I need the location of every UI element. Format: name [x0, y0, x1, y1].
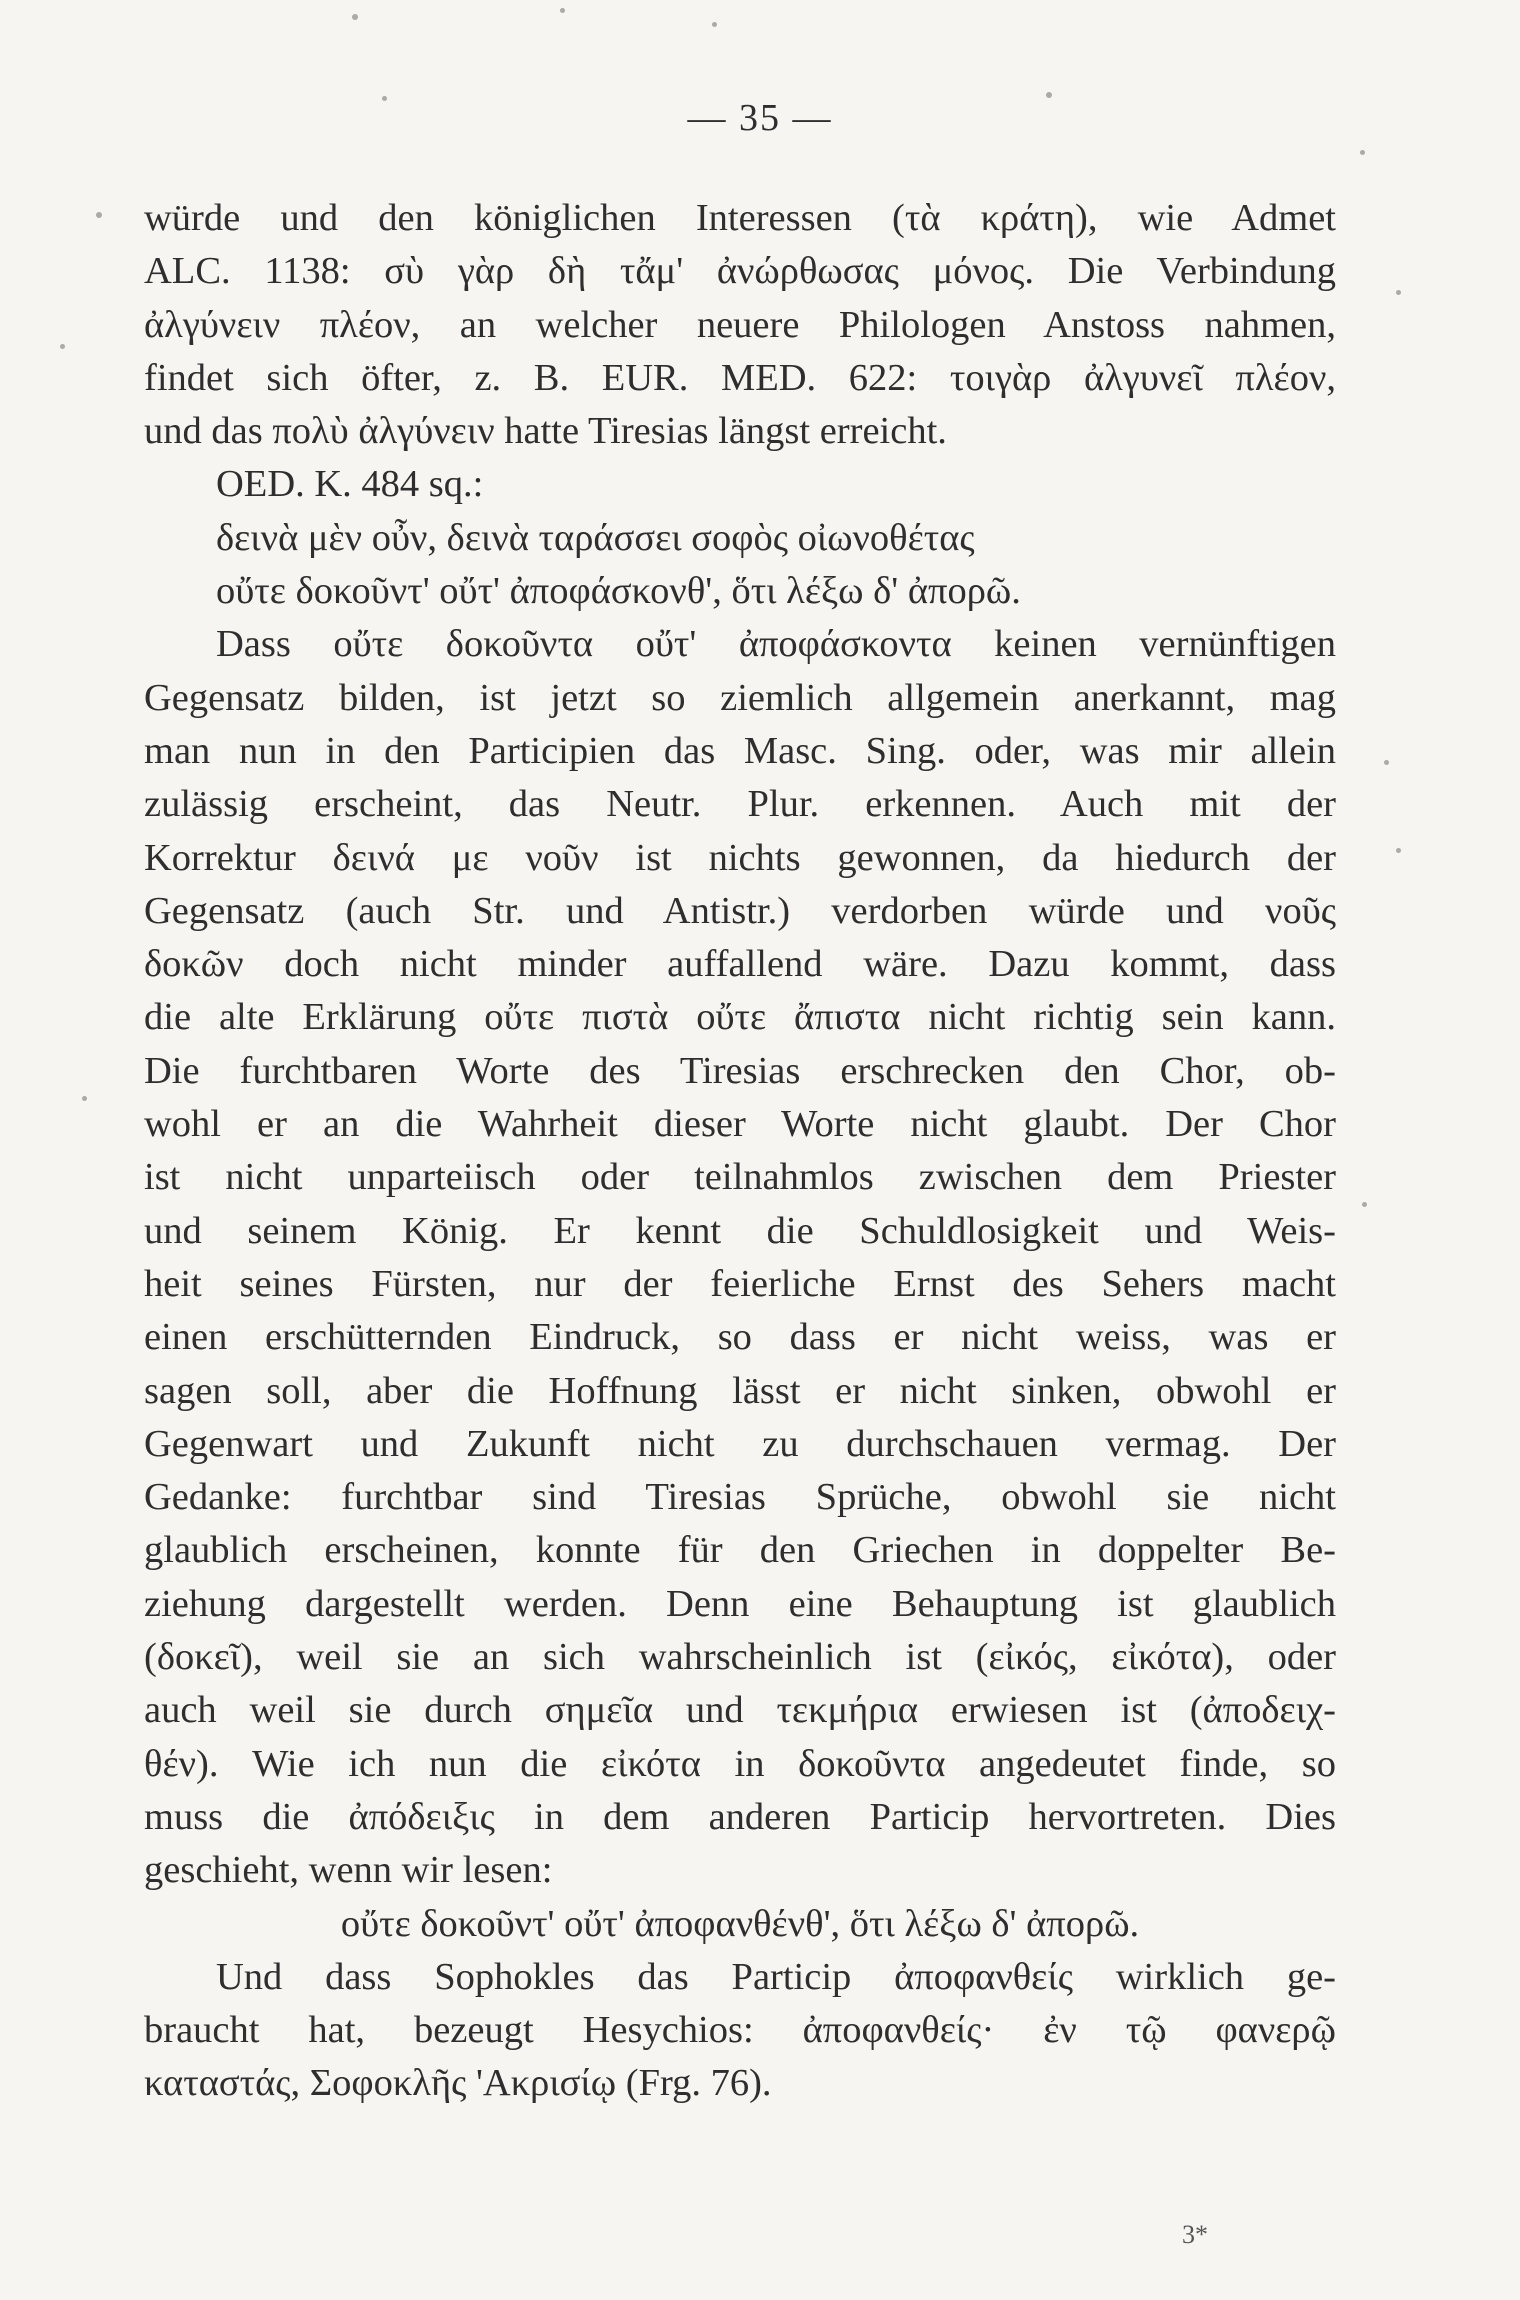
text-line: Und dass Sophokles das Particip ἀποφανθείς wirklich ge- [216, 1955, 1336, 1998]
print-speck [712, 22, 717, 27]
text-line: geschieht, wenn wir lesen: [144, 1849, 553, 1892]
body-text [144, 192, 1336, 2111]
text-line: δοκῶν doch nicht minder auffallend wäre. Dazu kommt, dass [144, 943, 1336, 986]
text-line: Gegensatz (auch Str. und Antistr.) verdorben würde und νοῦς [144, 889, 1336, 932]
text-line: ziehung dargestellt werden. Denn eine Behauptung ist glaublich [144, 1582, 1336, 1625]
print-speck [1360, 150, 1365, 155]
text-line: man nun in den Participien das Masc. Sing. oder, was mir allein [144, 729, 1336, 772]
text-line: καταστάς, Σοφοκλῆς 'Ακρισίῳ (Frg. 76). [144, 2062, 772, 2105]
text-line: Gegensatz bilden, ist jetzt so ziemlich allgemein anerkannt, mag [144, 676, 1336, 719]
text-line: zulässig erscheint, das Neutr. Plur. erkennen. Auch mit der [144, 783, 1336, 826]
text-line: glaublich erscheinen, konnte für den Griechen in doppelter Be- [144, 1529, 1336, 1572]
verse-line: οὔτε δοκοῦντ' οὔτ' ἀποφάσκονθ', ὅτι λέξω δ' ἀπορῶ. [216, 570, 1021, 613]
text-line: Korrektur δεινά με νοῦν ist nichts gewonnen, da hiedurch der [144, 836, 1336, 879]
print-speck [1396, 290, 1401, 295]
print-speck [1362, 1202, 1367, 1207]
text-line: wohl er an die Wahrheit dieser Worte nicht glaubt. Der Chor [144, 1103, 1336, 1146]
text-line: auch weil sie durch σημεῖα und τεκμήρια erwiesen ist (ἀποδειχ- [144, 1689, 1336, 1732]
text-line: (δοκεῖ), weil sie an sich wahrscheinlich ist (εἰκός, εἰκότα), oder [144, 1636, 1336, 1679]
print-speck [560, 8, 565, 13]
text-line: ἀλγύνειν πλέον, an welcher neuere Philologen Anstoss nahmen, [144, 303, 1336, 346]
print-speck [60, 344, 65, 349]
print-speck [1396, 848, 1401, 853]
print-speck [82, 1096, 87, 1101]
text-line: die alte Erklärung οὔτε πιστὰ οὔτε ἄπιστα nicht richtig sein kann. [144, 996, 1336, 1039]
text-line: ist nicht unparteiisch oder teilnahmlos zwischen dem Priester [144, 1156, 1336, 1199]
text-line: muss die ἀπόδειξις in dem anderen Particip hervortreten. Dies [144, 1795, 1336, 1838]
citation-heading: OED. K. 484 sq.: [216, 463, 484, 506]
text-line: heit seines Fürsten, nur der feierliche Ernst des Sehers macht [144, 1262, 1336, 1305]
text-line: Die furchtbaren Worte des Tiresias erschrecken den Chor, ob- [144, 1049, 1336, 1092]
text-line: würde und den königlichen Interessen (τὰ κράτη), wie Admet [144, 197, 1336, 239]
text-line: braucht hat, bezeugt Hesychios: ἀποφανθείς· ἐν τῷ φανερῷ [144, 2009, 1336, 2052]
print-speck [1384, 760, 1389, 765]
text-line: findet sich öfter, z. B. EUR. MED. 622: τοιγὰρ ἀλγυνεῖ πλέον, [144, 356, 1336, 399]
signature-mark: 3* [1182, 2220, 1208, 2249]
text-line: und das πολὺ ἀλγύνειν hatte Tiresias längst erreicht. [144, 410, 947, 453]
page-number: — 35 — [687, 97, 833, 139]
text-line: und seinem König. Er kennt die Schuldlosigkeit und Weis- [144, 1209, 1336, 1252]
text-line: Gegenwart und Zukunft nicht zu durchschauen vermag. Der [144, 1422, 1336, 1465]
text-line: ALC. 1138: σὺ γὰρ δὴ τἄμ' ἀνώρθωσας μόνος. Die Verbindung [144, 250, 1336, 293]
text-line: θέν). Wie ich nun die εἰκότα in δοκοῦντα angedeutet finde, so [144, 1742, 1336, 1785]
print-speck [96, 212, 102, 218]
text-line: Gedanke: furchtbar sind Tiresias Sprüche, obwohl sie nicht [144, 1476, 1336, 1519]
verse-line: δεινὰ μὲν οὖν, δεινὰ ταράσσει σοφὸς οἰωνοθέτας [216, 516, 975, 559]
text-line: sagen soll, aber die Hoffnung lässt er nicht sinken, obwohl er [144, 1369, 1336, 1412]
print-speck [352, 14, 358, 20]
text-line: Dass οὔτε δοκοῦντα οὔτ' ἀποφάσκοντα keinen vernünftigen [216, 623, 1336, 666]
verse-line: οὔτε δοκοῦντ' οὔτ' ἀποφανθένθ', ὅτι λέξω δ' ἀπορῶ. [340, 1902, 1140, 1945]
text-line: einen erschütternden Eindruck, so dass er nicht weiss, was er [144, 1316, 1336, 1359]
